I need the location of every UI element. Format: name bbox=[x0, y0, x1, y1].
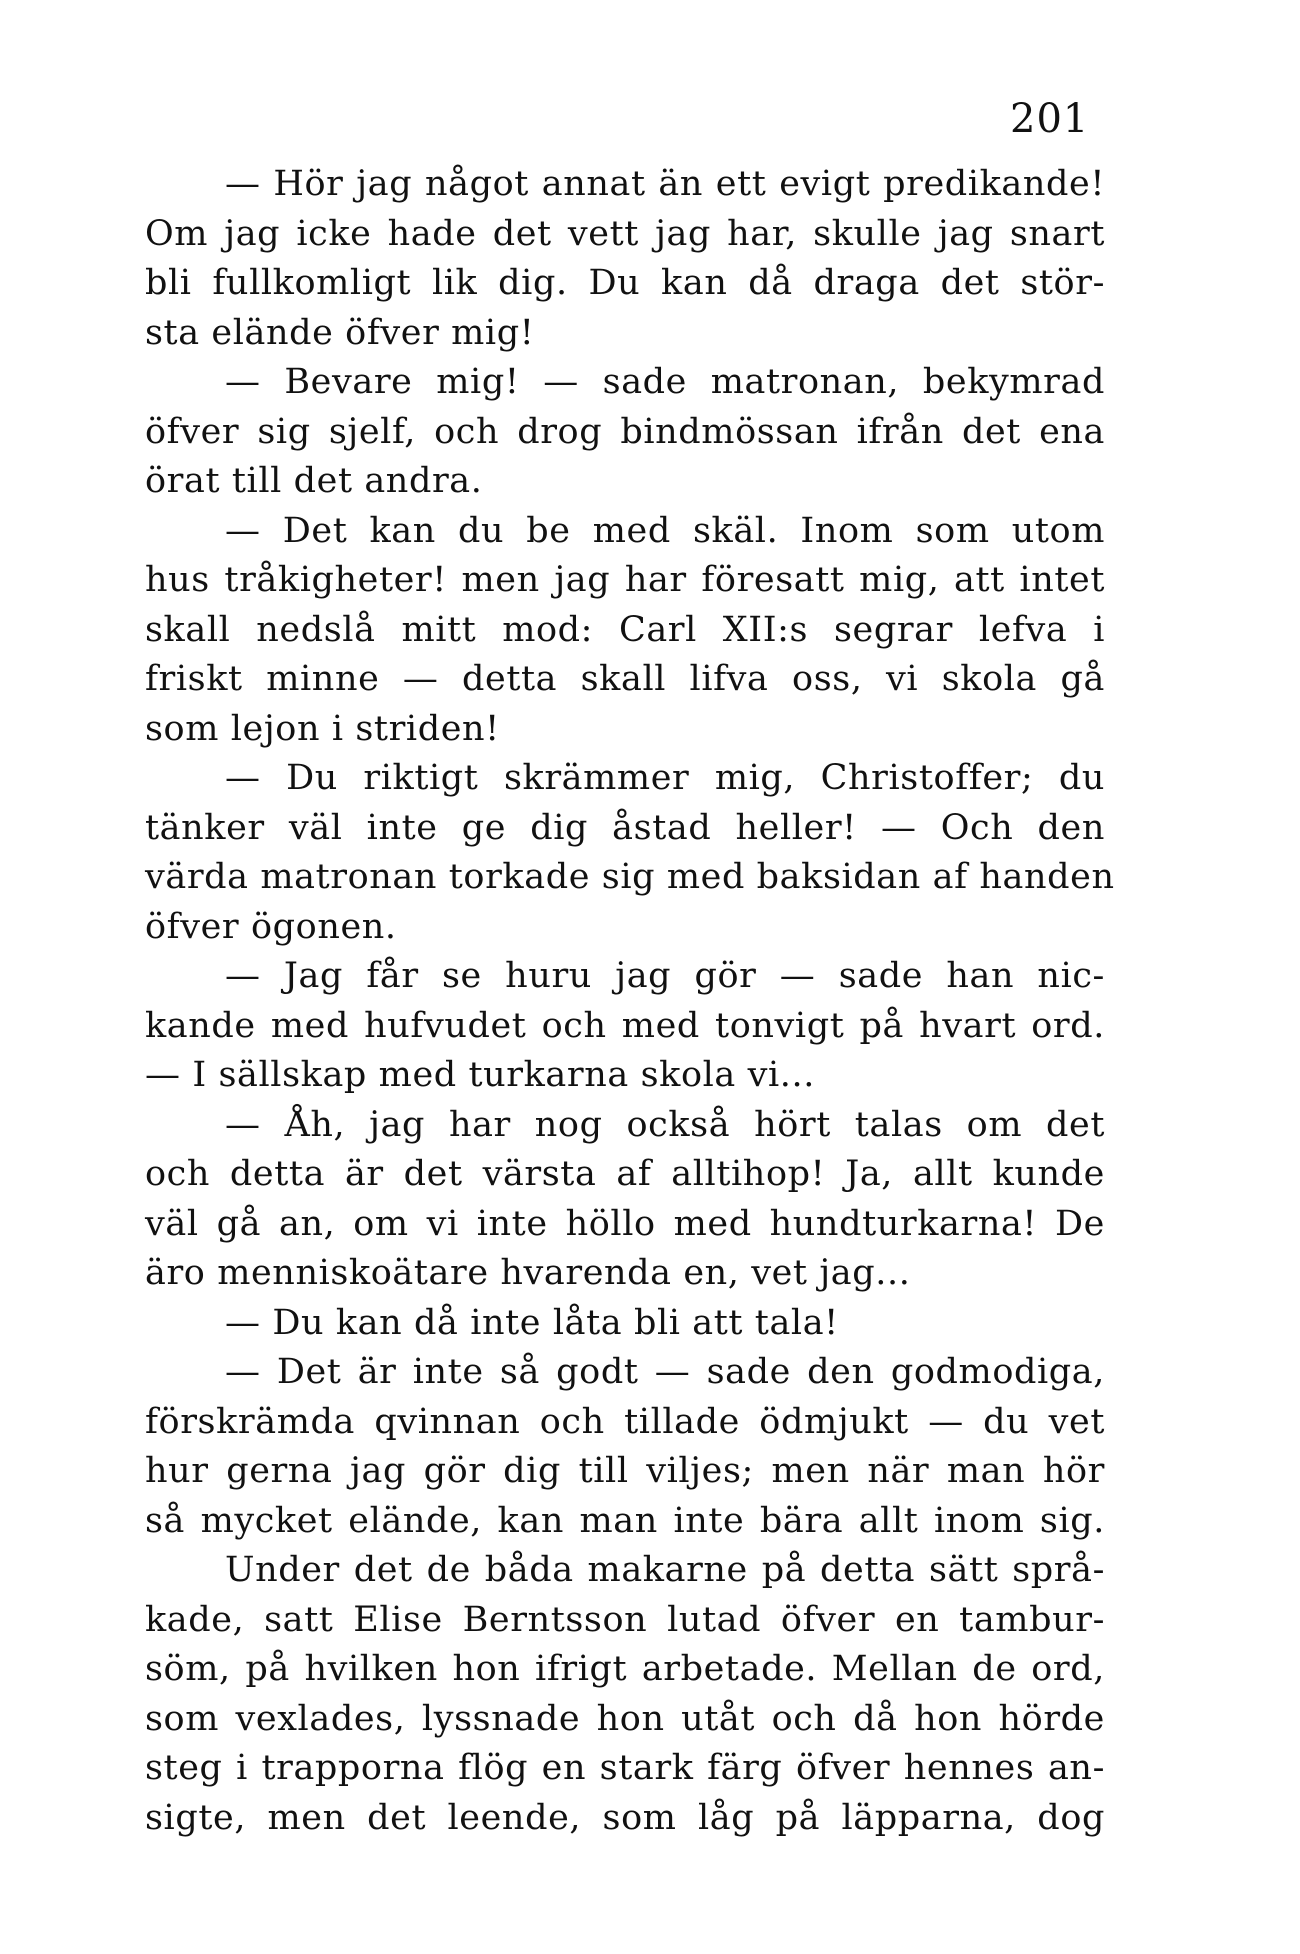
text-line: så mycket elände, kan man inte bära allt inom sig. bbox=[145, 1500, 1105, 1541]
text-line: som vexlades, lyssnade hon utåt och då hon hörde bbox=[145, 1698, 1105, 1739]
text-line: öfver ögonen. bbox=[145, 906, 397, 947]
text-line: hus tråkigheter! men jag har föresatt mig, att intet bbox=[145, 560, 1105, 600]
text-line: örat till det andra. bbox=[145, 461, 483, 501]
text-line: förskrämda qvinnan och tillade ödmjukt — du vet bbox=[145, 1401, 1105, 1442]
text-line: Under det de båda makarne på detta sätt språ- bbox=[225, 1550, 1105, 1590]
text-line: skall nedslå mitt mod: Carl XII:s segrar lefva i bbox=[145, 609, 1105, 650]
text-line: tänker väl inte ge dig åstad heller! — Och den bbox=[145, 807, 1105, 848]
text-line: sta elände öfver mig! bbox=[145, 312, 535, 353]
text-line: — I sällskap med turkarna skola vi... bbox=[145, 1055, 815, 1095]
body-text bbox=[145, 160, 1115, 1843]
text-line: öfver sig sjelf, och drog bindmössan ifrån det ena bbox=[145, 411, 1105, 452]
text-line: — Du kan då inte låta bli att tala! bbox=[225, 1302, 839, 1343]
text-line: — Bevare mig! — sade matronan, bekymrad bbox=[225, 362, 1105, 402]
text-line: — Du riktigt skrämmer mig, Christoffer; du bbox=[225, 758, 1105, 798]
text-line: — Åh, jag har nog också hört talas om det bbox=[225, 1104, 1105, 1145]
text-line: sigte, men det leende, som låg på läpparna, dog bbox=[145, 1797, 1105, 1838]
text-line: friskt minne — detta skall lifva oss, vi skola gå bbox=[145, 659, 1105, 699]
text-line: hur gerna jag gör dig till viljes; men när man hör bbox=[145, 1451, 1105, 1491]
text-line: Om jag icke hade det vett jag har, skulle jag snart bbox=[145, 213, 1105, 254]
text-line: värda matronan torkade sig med baksidan af handen bbox=[145, 857, 1115, 897]
text-line: — Hör jag något annat än ett evigt predikande! bbox=[225, 164, 1105, 204]
text-line: väl gå an, om vi inte höllo med hundturkarna! De bbox=[145, 1203, 1105, 1244]
text-line: — Det kan du be med skäl. Inom som utom bbox=[225, 510, 1105, 551]
text-line: steg i trapporna flög en stark färg öfver hennes an- bbox=[145, 1748, 1105, 1788]
text-line: kade, satt Elise Berntsson lutad öfver en tambur- bbox=[145, 1599, 1105, 1640]
text-line: äro menniskoätare hvarenda en, vet jag... bbox=[145, 1253, 911, 1293]
text-line: söm, på hvilken hon ifrigt arbetade. Mellan de ord, bbox=[145, 1649, 1105, 1689]
text-line: som lejon i striden! bbox=[145, 708, 500, 749]
text-line: kande med hufvudet och med tonvigt på hvart ord. bbox=[145, 1005, 1105, 1046]
text-line: — Det är inte så godt — sade den godmodiga, bbox=[225, 1352, 1105, 1392]
text-line: och detta är det värsta af alltihop! Ja, allt kunde bbox=[145, 1154, 1105, 1194]
page-number: 201 bbox=[1010, 96, 1090, 142]
text-line: bli fullkomligt lik dig. Du kan då draga det stör- bbox=[145, 263, 1105, 303]
text-line: — Jag får se huru jag gör — sade han nic- bbox=[225, 956, 1105, 996]
